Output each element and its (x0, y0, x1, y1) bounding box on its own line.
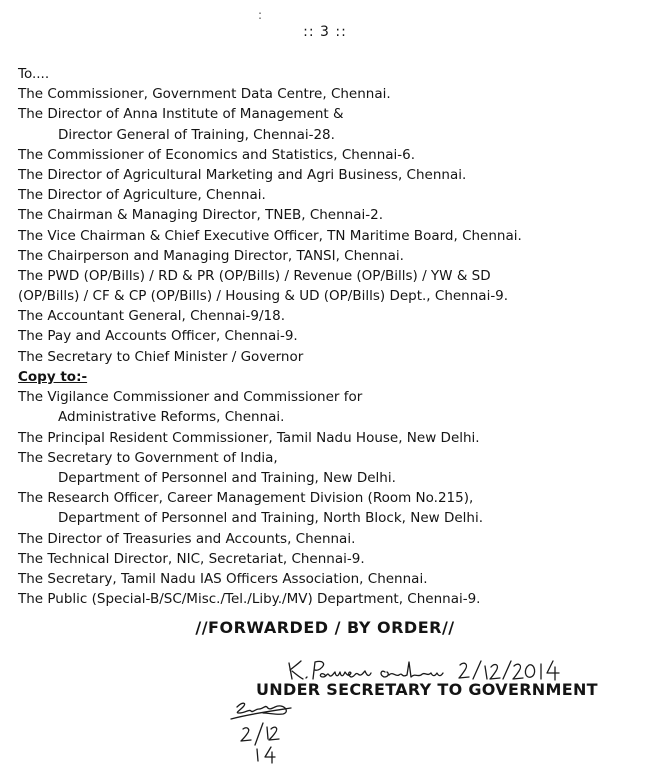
copy-recipient: Department of Personnel and Training, North Block, New Delhi. (58, 510, 484, 527)
copy-heading: Copy to:- (18, 369, 88, 385)
copy-recipient: The Public (Special-B/SC/Misc./Tel./Liby./MV) Department, Chennai-9. (18, 591, 481, 608)
to-recipient: Director General of Training, Chennai-28. (58, 126, 335, 143)
to-recipient: The Pay and Accounts Officer, Chennai-9. (18, 328, 298, 345)
copy-recipient: The Vigilance Commissioner and Commissioner for (18, 389, 363, 406)
to-section (18, 64, 644, 367)
to-recipient: The Director of Agricultural Marketing and Agri Business, Chennai. (18, 166, 467, 183)
to-recipient: (OP/Bills) / CF & CP (OP/Bills) / Housing & UD (OP/Bills) Dept., Chennai-9. (18, 288, 509, 305)
scan-speck: : (258, 8, 263, 22)
copy-recipient: Administrative Reforms, Chennai. (58, 409, 285, 426)
to-heading: To.... (18, 66, 50, 82)
page-number: :: 3 :: (303, 24, 347, 40)
forwarded-by-order: //FORWARDED / BY ORDER// (195, 618, 455, 637)
copy-section (18, 367, 644, 609)
copy-recipient: Department of Personnel and Training, New Delhi. (58, 469, 396, 486)
to-recipient: The Director of Agriculture, Chennai. (18, 187, 266, 204)
to-recipient: The Commissioner of Economics and Statistics, Chennai-6. (18, 146, 416, 163)
copy-recipient: The Director of Treasuries and Accounts, Chennai. (18, 530, 356, 547)
to-recipient: The PWD (OP/Bills) / RD & PR (OP/Bills) / Revenue (OP/Bills) / YW & SD (18, 267, 491, 284)
copy-recipient: The Secretary, Tamil Nadu IAS Officers Association, Chennai. (18, 570, 428, 587)
designation: UNDER SECRETARY TO GOVERNMENT (256, 680, 598, 699)
to-recipient: The Chairperson and Managing Director, TANSI, Chennai. (18, 247, 404, 264)
copy-recipient: The Principal Resident Commissioner, Tamil Nadu House, New Delhi. (18, 429, 480, 446)
copy-recipient: The Technical Director, NIC, Secretariat, Chennai-9. (18, 550, 365, 567)
copy-recipient: The Research Officer, Career Management Division (Room No.215), (18, 490, 474, 507)
to-recipient: The Secretary to Chief Minister / Governor (18, 348, 304, 365)
handwritten-initials (225, 697, 315, 767)
to-recipient: The Accountant General, Chennai-9/18. (18, 308, 286, 325)
to-recipient: The Vice Chairman & Chief Executive Officer, TN Maritime Board, Chennai. (18, 227, 522, 244)
copy-recipient: The Secretary to Government of India, (18, 449, 278, 466)
to-recipient: The Chairman & Managing Director, TNEB, Chennai-2. (18, 207, 384, 224)
to-recipient: The Commissioner, Government Data Centre, Chennai. (18, 86, 391, 103)
to-recipient: The Director of Anna Institute of Management & (18, 106, 344, 123)
